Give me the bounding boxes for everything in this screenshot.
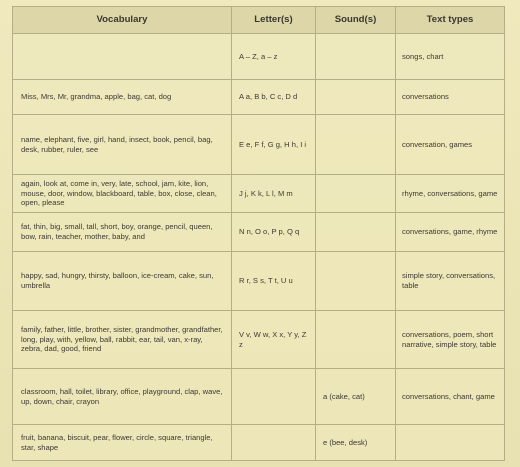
text-types-cell [396, 425, 505, 461]
text-types-cell: simple story, conversations, table [396, 252, 505, 311]
letters-cell [232, 425, 316, 461]
sounds-cell: e (bee, desk) [316, 425, 396, 461]
letters-cell: J j, K k, L l, M m [232, 175, 316, 213]
vocabulary-cell: classroom, hall, toilet, library, office, playground, clap, wave, up, down, chair, crayon [13, 369, 232, 425]
letters-cell: A – Z, a – z [232, 34, 316, 80]
table-row [13, 80, 505, 115]
table-row [13, 34, 505, 80]
text-types-cell: conversations, poem, short narrative, simple story, table [396, 311, 505, 369]
letters-cell [232, 369, 316, 425]
letters-cell: R r, S s, T t, U u [232, 252, 316, 311]
table-row [13, 252, 505, 311]
vocabulary-cell: Miss, Mrs, Mr, grandma, apple, bag, cat, dog [13, 80, 232, 115]
letters-cell: A a, B b, C c, D d [232, 80, 316, 115]
text-types-cell: conversation, games [396, 115, 505, 175]
letters-cell: E e, F f, G g, H h, I i [232, 115, 316, 175]
table-row [13, 213, 505, 252]
table-row [13, 175, 505, 213]
text-types-cell: rhyme, conversations, game [396, 175, 505, 213]
sounds-cell [316, 34, 396, 80]
sounds-cell [316, 115, 396, 175]
text-types-cell: conversations, chant, game [396, 369, 505, 425]
vocabulary-cell: happy, sad, hungry, thirsty, balloon, ice-cream, cake, sun, umbrella [13, 252, 232, 311]
table-header-row [13, 7, 505, 34]
text-types-cell: songs, chart [396, 34, 505, 80]
sounds-cell [316, 311, 396, 369]
header-text-types: Text types [396, 7, 505, 34]
header-sounds: Sound(s) [316, 7, 396, 34]
table-row [13, 369, 505, 425]
vocabulary-cell: again, look at, come in, very, late, school, jam, kite, lion, mouse, door, window, blackboard, table, box, close, clean, open, please [13, 175, 232, 213]
table-row [13, 115, 505, 175]
sounds-cell [316, 252, 396, 311]
header-letters: Letter(s) [232, 7, 316, 34]
table-row [13, 311, 505, 369]
letters-cell: N n, O o, P p, Q q [232, 213, 316, 252]
table-row [13, 425, 505, 461]
vocabulary-table [12, 6, 505, 461]
text-types-cell: conversations, game, rhyme [396, 213, 505, 252]
vocabulary-cell [13, 34, 232, 80]
sounds-cell [316, 213, 396, 252]
text-types-cell: conversations [396, 80, 505, 115]
sounds-cell: a (cake, cat) [316, 369, 396, 425]
sounds-cell [316, 80, 396, 115]
vocabulary-cell: fat, thin, big, small, tall, short, boy, orange, pencil, queen, bow, rain, teacher, mother, baby, and [13, 213, 232, 252]
sounds-cell [316, 175, 396, 213]
vocabulary-cell: name, elephant, five, girl, hand, insect, book, pencil, bag, desk, rubber, ruler, see [13, 115, 232, 175]
vocabulary-cell: family, father, little, brother, sister, grandmother, grandfather, long, play, with, yellow, ball, rabbit, ear, tail, van, x-ray, zebra, dad, good, friend [13, 311, 232, 369]
letters-cell: V v, W w, X x, Y y, Z z [232, 311, 316, 369]
header-vocabulary: Vocabulary [13, 7, 232, 34]
vocabulary-cell: fruit, banana, biscuit, pear, flower, circle, square, triangle, star, shape [13, 425, 232, 461]
